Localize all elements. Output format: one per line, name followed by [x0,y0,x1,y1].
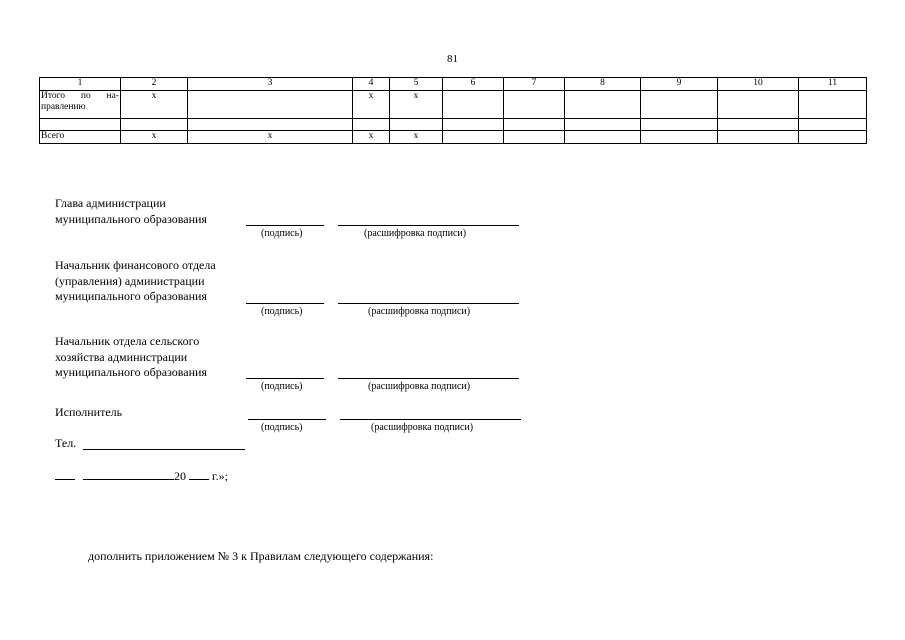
table-cell [504,91,565,119]
month-blank [83,469,174,480]
page-number: 81 [447,53,458,65]
day-blank [55,469,75,480]
column-header: 6 [443,78,504,91]
table-cell [799,131,867,144]
table-cell [565,131,641,144]
signature-caption: (подпись) [261,381,303,392]
table-cell [641,119,718,131]
column-header: 5 [390,78,443,91]
table-cell [504,131,565,144]
phone-field [55,436,76,451]
signature-title-line: муниципального образования [55,211,207,226]
column-header: 9 [641,78,718,91]
table-cell [799,91,867,119]
decode-caption: (расшифровка подписи) [364,228,467,239]
table-cell [641,131,718,144]
table-row [40,91,867,119]
column-header: 2 [121,78,188,91]
table-cell [443,91,504,119]
signature-caption: (подпись) [261,306,303,317]
name-decode-line [338,303,519,304]
row-label: Итого по на-правлению [40,91,121,119]
table-cell [390,119,443,131]
signature-block-executor [55,405,122,421]
table-header-row [40,78,867,91]
report-table [39,77,867,144]
signature-line [246,303,324,304]
signature-title-line: хозяйства администрации [55,349,188,364]
name-decode-line [340,419,521,420]
signature-title-line: Начальник финансового отдела [55,258,216,272]
column-header: 11 [799,78,867,91]
table-cell [504,119,565,131]
table-cell [353,119,390,131]
signature-block-finance [55,258,216,305]
table-cell [565,119,641,131]
signature-title-line: муниципального образования [55,289,207,303]
table-cell [443,119,504,131]
table-cell: х [188,131,353,144]
column-header: 3 [188,78,353,91]
date-field [55,469,228,484]
table-cell [188,91,353,119]
signature-title-line: Исполнитель [55,405,123,419]
signature-line [248,419,326,420]
table-cell: х [353,131,390,144]
decode-caption: (расшифровка подписи) [368,381,471,392]
signature-title-line: муниципального образования [55,365,207,379]
row-label: Всего [40,131,121,144]
phone-blank-line [83,449,245,450]
table-cell: х [390,131,443,144]
row-label [40,119,121,131]
table-cell [443,131,504,144]
signature-title-line: Глава администрации [55,196,166,210]
decode-caption: (расшифровка подписи) [371,422,474,433]
signature-title-line: Начальник отдела сельского [55,334,200,348]
column-header: 10 [718,78,799,91]
name-decode-line [338,378,519,379]
table-cell: х [121,131,188,144]
table-cell: х [390,91,443,119]
signature-line [246,378,324,379]
phone-label: Тел. [55,436,77,450]
column-header: 1 [40,78,121,91]
table-row [40,119,867,131]
table-cell [799,119,867,131]
name-decode-line [338,225,519,226]
column-header: 8 [565,78,641,91]
signature-line [246,225,324,226]
table-cell [718,119,799,131]
decode-caption: (расшифровка подписи) [368,306,471,317]
year-blank [189,469,209,480]
table-cell: х [353,91,390,119]
column-header: 4 [353,78,390,91]
table-cell [188,119,353,131]
signature-caption: (подпись) [261,422,303,433]
table-cell [121,119,188,131]
table-cell [565,91,641,119]
year-prefix: 20 [174,469,186,483]
table-cell [718,131,799,144]
table-cell [718,91,799,119]
column-header: 7 [504,78,565,91]
table-cell [641,91,718,119]
amendment-text: дополнить приложением № 3 к Правилам следующего содержания: [88,549,434,563]
date-suffix: г.»; [212,469,228,483]
table-row [40,131,867,144]
signature-block-agriculture [55,334,207,381]
signature-title-line: (управления) администрации [55,273,205,288]
signature-block-head [55,196,207,227]
table-cell: х [121,91,188,119]
signature-caption: (подпись) [261,228,303,239]
